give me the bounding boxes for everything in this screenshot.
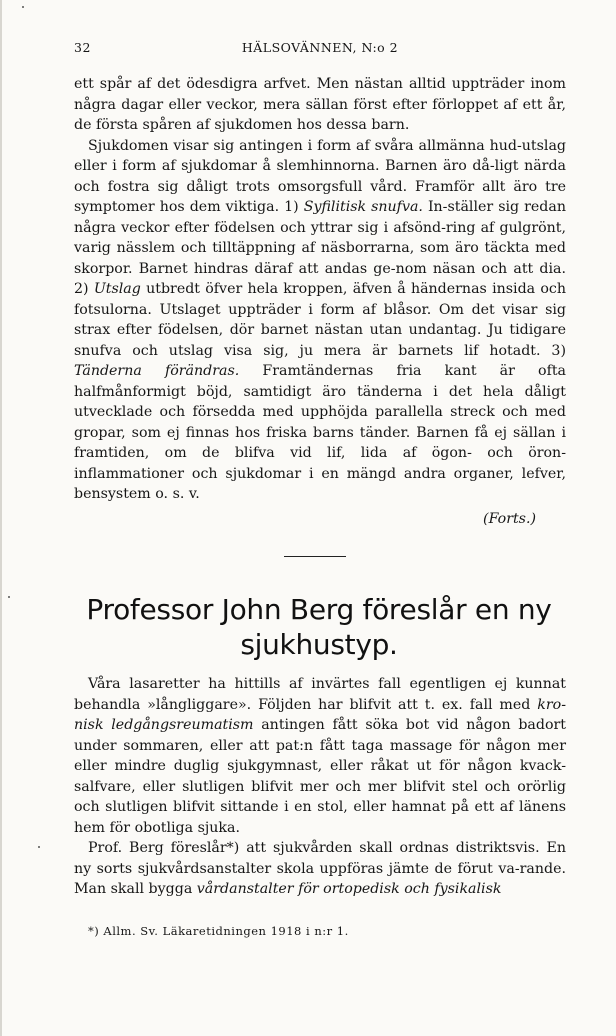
- section-divider: [284, 556, 346, 557]
- emphasis-syphilitic-rhinitis: Syfilitisk snufva.: [303, 199, 423, 215]
- scan-speck: [22, 6, 24, 8]
- page-header: [74, 40, 566, 60]
- paragraph: Prof. Berg föreslår*) att sjukvården skall ordnas distriktsvis. En ny sorts sjukvårdsanstalter skola uppföras jämte de förut va-rande. Man skall bygga vårdanstalter för ortopedisk och fysikalisk: [74, 840, 566, 897]
- emphasis-institutions: vårdanstalter för ortopedisk och fysikalisk: [196, 881, 502, 897]
- scan-edge: [0, 0, 2, 1036]
- scan-speck: [8, 596, 10, 598]
- emphasis-teeth: Tänderna förändras.: [74, 363, 240, 379]
- scan-speck: [38, 846, 40, 848]
- article-title: Professor John Berg föreslår en ny sjukhustyp.: [86, 593, 552, 661]
- article-body: [74, 674, 566, 900]
- paragraph: Våra lasaretter ha hittills af invärtes fall egentligen ej kunnat behandla »långliggare». Följden har blifvit att t. ex. fall med kro-nisk ledgångsreumatism antingen fått söka bot vid någon badort under sommaren, eller att pat:n fått taga massage för någon mer eller mindre duglig sjukgymnast, eller råkat ut för någon kvack-salfvare, eller slutligen blifvit mer och mer blifvit stel och orörlig och slutligen blifvit sittande i en stol, eller hamnat på ett af länens hem för obotliga sjuka.: [74, 676, 566, 836]
- running-title: HÄLSOVÄNNEN, N:o 2: [241, 40, 399, 55]
- page-number: 32: [74, 40, 91, 55]
- paragraph-symptoms: Sjukdomen visar sig antingen i form af svåra allmänna hud-utslag eller i form af sjukdomar å slemhinnorna. Barnen äro då-ligt närda och fostra sig dåligt trots omsorgsfull vård. Framför allt äro tre symptomer hos dem viktiga. 1) Syfilitisk snufva. In-ställer sig redan några veckor efter födelsen och yttrar sig i afsönd-ring af gulgrönt, varig nässlem och tilltäppning af näsborrarna, som äro täckta med skorpor. Barnet hindras däraf att andas ge-nom näsan och att dia. 2) Utslag utbredt öfver hela kroppen, äfven å händernas insida och fotsulorna. Utslaget uppträder i form af blåsor. Om det visar sig strax efter födelsen, dör barnet nästan utan undantag. Ju tidigare snufva och utslag visa sig, ju mera är barnets lif hotadt. 3) Tänderna förändras. Framtändernas fria kant är ofta halfmånformigt böjd, samtidigt äro tänderna i det hela dåligt utvecklade och försedda med upphöjda parallella streck och med gropar, som ej finnas hos friska barns tänder. Barnen få ej sällan i framtiden, om de blifva vid lif, lida af ögon- och öron-inflammationer och sjukdomar i en mängd andra organer, lefver, bensystem o. s. v.: [74, 137, 566, 502]
- emphasis-rash: Utslag: [93, 281, 141, 297]
- footnote: *) Allm. Sv. Läkaretidningen 1918 i n:r 1.: [88, 924, 349, 938]
- paragraph: ett spår af det ödesdigra arfvet. Men nästan alltid uppträder inom några dagar eller veckor, mera sällan först efter förloppet af ett år, de första spåren af sjukdomen hos dessa barn.: [74, 76, 566, 133]
- continued-article: [74, 74, 566, 529]
- emphasis-rheumatism: kro-nisk ledgångsreumatism: [74, 696, 566, 733]
- continued-marker: (Forts.): [483, 510, 536, 527]
